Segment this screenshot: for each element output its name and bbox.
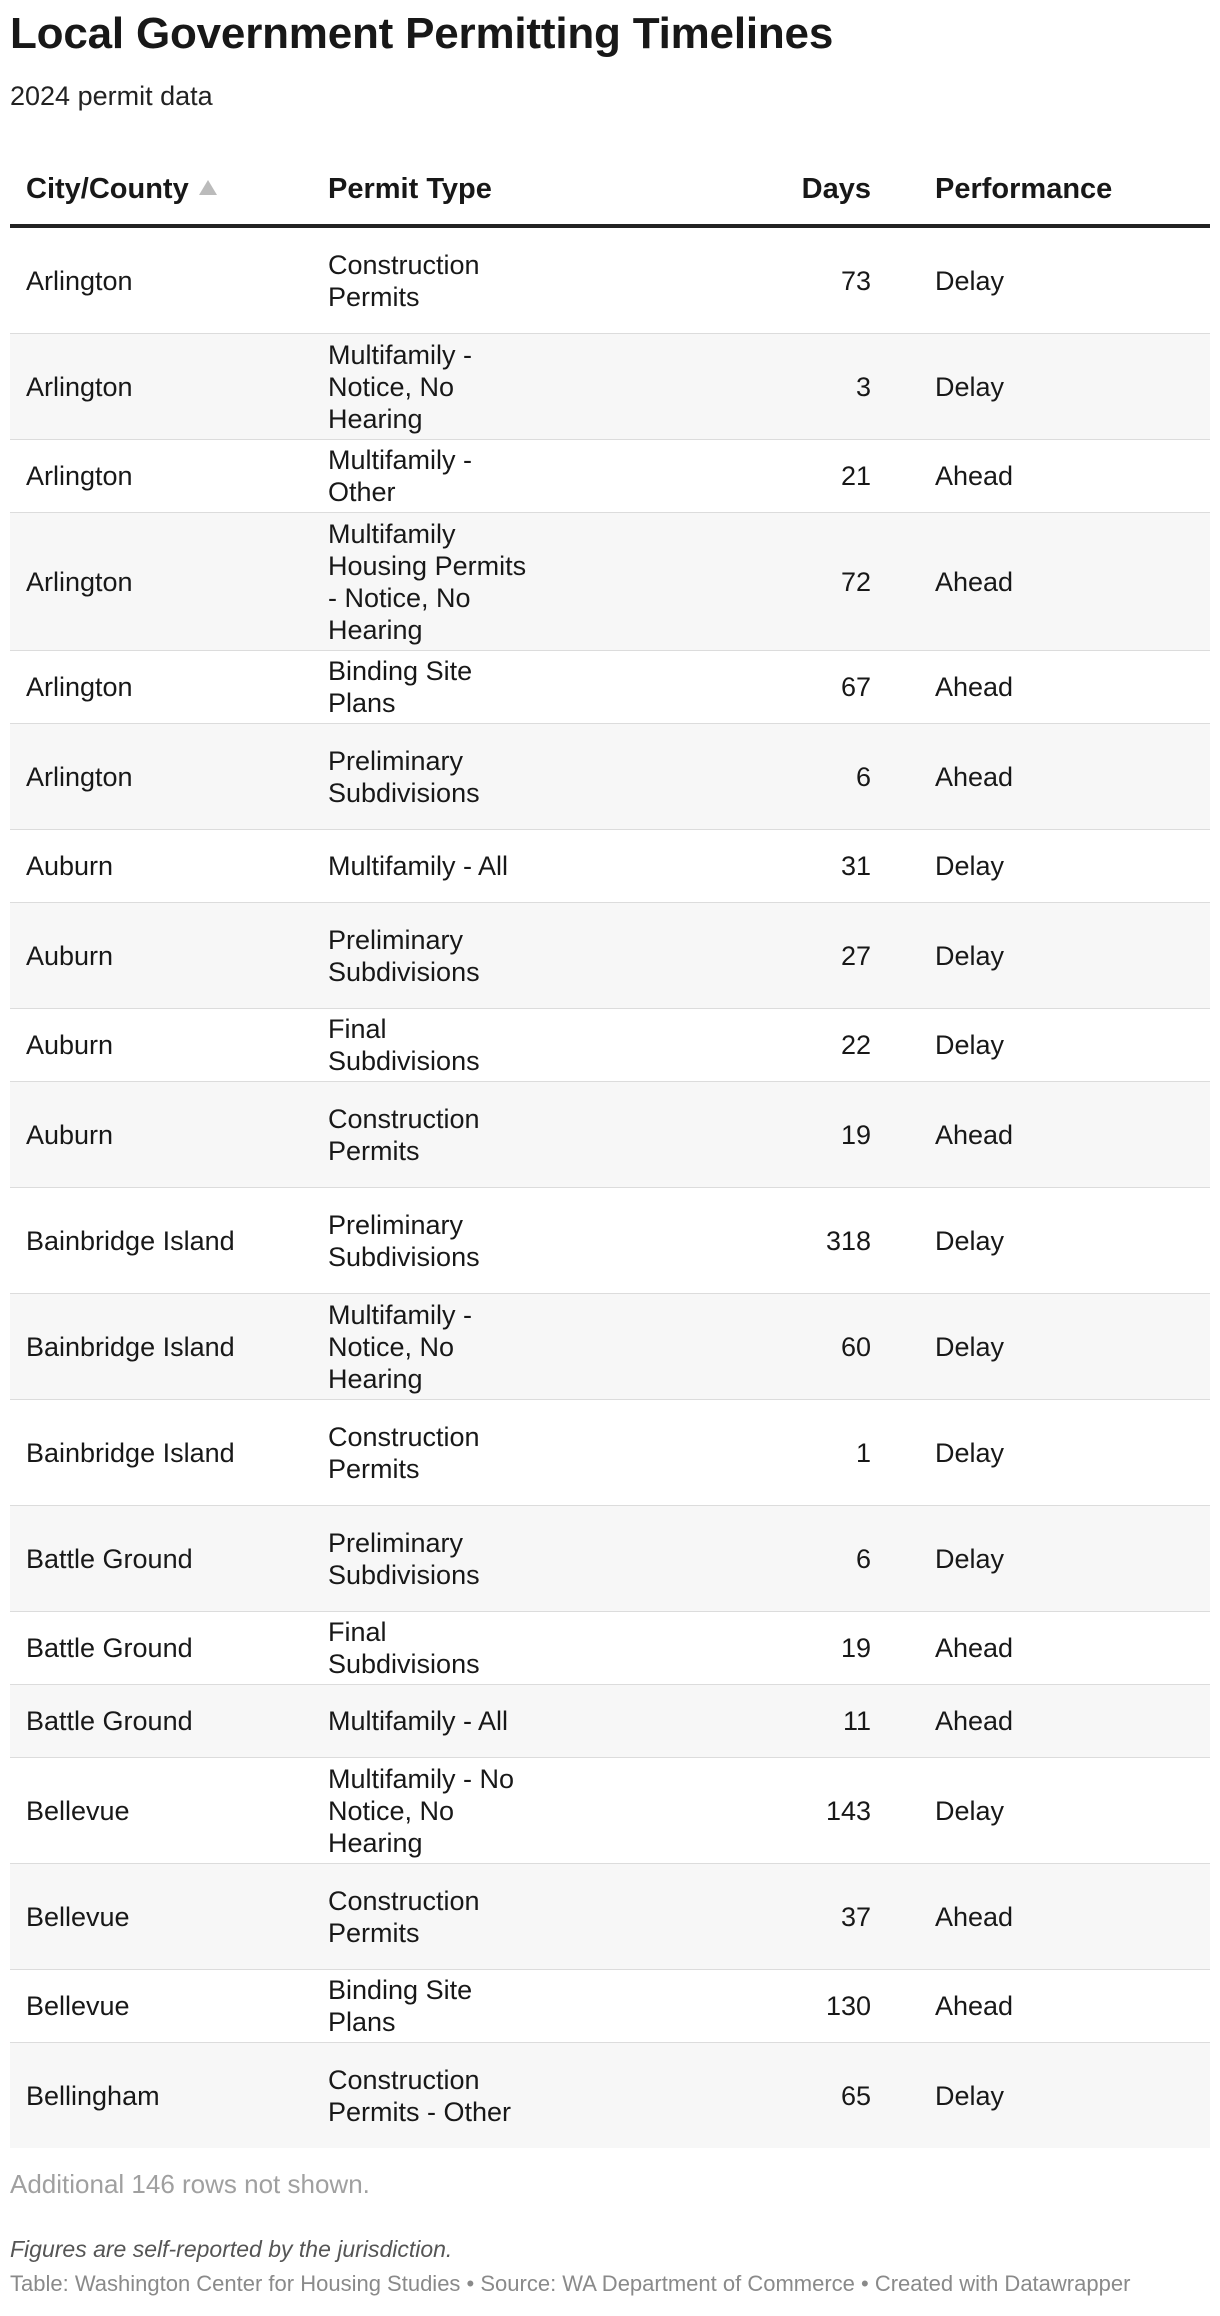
header-row <box>10 154 1210 226</box>
cell-city: Bellevue <box>10 1758 328 1864</box>
table-row <box>10 724 1210 830</box>
table-row <box>10 830 1210 903</box>
sort-ascending-icon[interactable] <box>199 180 217 195</box>
cell-days: 60 <box>588 1294 871 1400</box>
cell-performance: Delay <box>871 1188 1210 1294</box>
column-header-days[interactable]: Days <box>588 154 871 226</box>
cell-permit-type: Multifamily Housing Permits - Notice, No Hearing <box>328 513 588 651</box>
cell-days: 3 <box>588 334 871 440</box>
cell-city: Arlington <box>10 226 328 334</box>
table-body <box>10 226 1210 2148</box>
permit-table <box>10 154 1210 2148</box>
cell-days: 21 <box>588 440 871 513</box>
cell-days: 130 <box>588 1970 871 2043</box>
cell-performance: Delay <box>871 1506 1210 1612</box>
cell-permit-type: Construction Permits <box>328 1864 588 1970</box>
cell-performance: Delay <box>871 1294 1210 1400</box>
cell-permit-type: Preliminary Subdivisions <box>328 1188 588 1294</box>
column-header-performance[interactable]: Performance <box>871 154 1210 226</box>
cell-city: Bellevue <box>10 1970 328 2043</box>
cell-city: Bainbridge Island <box>10 1188 328 1294</box>
cell-performance: Ahead <box>871 1082 1210 1188</box>
table-row <box>10 2043 1210 2149</box>
cell-days: 19 <box>588 1082 871 1188</box>
cell-city: Arlington <box>10 724 328 830</box>
cell-days: 318 <box>588 1188 871 1294</box>
table-row <box>10 440 1210 513</box>
cell-permit-type: Construction Permits <box>328 1400 588 1506</box>
cell-permit-type: Multifamily - All <box>328 830 588 903</box>
cell-performance: Delay <box>871 1758 1210 1864</box>
table-row <box>10 513 1210 651</box>
table-row <box>10 651 1210 724</box>
cell-permit-type: Binding Site Plans <box>328 1970 588 2043</box>
table-row <box>10 1685 1210 1758</box>
table-row <box>10 1758 1210 1864</box>
cell-city: Arlington <box>10 651 328 724</box>
datawrapper-table-widget <box>10 0 1210 2298</box>
cell-performance: Ahead <box>871 1685 1210 1758</box>
cell-days: 67 <box>588 651 871 724</box>
table-header <box>10 154 1210 226</box>
cell-permit-type: Final Subdivisions <box>328 1009 588 1082</box>
cell-permit-type: Multifamily - All <box>328 1685 588 1758</box>
cell-performance: Ahead <box>871 651 1210 724</box>
cell-permit-type: Multifamily - Notice, No Hearing <box>328 334 588 440</box>
additional-rows-note: Additional 146 rows not shown. <box>10 2169 370 2199</box>
cell-performance: Ahead <box>871 1612 1210 1685</box>
page-title: Local Government Permitting Timelines <box>10 9 834 58</box>
cell-city: Arlington <box>10 440 328 513</box>
cell-performance: Delay <box>871 830 1210 903</box>
cell-permit-type: Preliminary Subdivisions <box>328 724 588 830</box>
cell-days: 27 <box>588 903 871 1009</box>
cell-permit-type: Construction Permits <box>328 226 588 334</box>
cell-city: Bellevue <box>10 1864 328 1970</box>
table-row <box>10 1009 1210 1082</box>
cell-city: Arlington <box>10 513 328 651</box>
cell-performance: Delay <box>935 2080 1005 2111</box>
cell-days: 11 <box>588 1685 871 1758</box>
cell-performance: Delay <box>871 226 1210 334</box>
cell-days: 19 <box>588 1612 871 1685</box>
table-row <box>10 903 1210 1009</box>
cell-days: 22 <box>588 1009 871 1082</box>
table-row <box>10 1864 1210 1970</box>
cell-days: 65 <box>840 2080 871 2111</box>
cell-permit-type: Multifamily - Notice, No Hearing <box>328 1294 588 1400</box>
cell-days: 72 <box>588 513 871 651</box>
cell-city: Bellingham <box>26 2080 160 2111</box>
cell-days: 6 <box>588 1506 871 1612</box>
cell-city: Battle Ground <box>10 1506 328 1612</box>
cell-performance: Ahead <box>871 440 1210 513</box>
cell-days: 6 <box>588 724 871 830</box>
table-row <box>10 1506 1210 1612</box>
cell-permit-type: Multifamily - No Notice, No Hearing <box>328 1758 588 1864</box>
cell-permit-type: Binding Site Plans <box>328 651 588 724</box>
table-row <box>10 1188 1210 1294</box>
cell-city: Auburn <box>10 1082 328 1188</box>
cell-days: 37 <box>588 1864 871 1970</box>
cell-performance: Delay <box>871 334 1210 440</box>
column-header-permit-type[interactable]: Permit Type <box>328 154 588 226</box>
cell-city: Arlington <box>10 334 328 440</box>
cell-performance: Ahead <box>871 724 1210 830</box>
cell-city: Auburn <box>10 903 328 1009</box>
cell-permit-type: Construction Permits - Other <box>328 2064 512 2127</box>
cell-city: Auburn <box>10 1009 328 1082</box>
cell-performance: Delay <box>871 1009 1210 1082</box>
cell-days: 73 <box>588 226 871 334</box>
cell-permit-type: Preliminary Subdivisions <box>328 1506 588 1612</box>
table-row <box>10 1294 1210 1400</box>
cell-performance: Ahead <box>871 1970 1210 2043</box>
cell-city: Bainbridge Island <box>10 1400 328 1506</box>
cell-performance: Delay <box>871 1400 1210 1506</box>
cell-days: 1 <box>588 1400 871 1506</box>
table-row <box>10 1970 1210 2043</box>
cell-permit-type: Multifamily - Other <box>328 440 588 513</box>
table-row <box>10 1400 1210 1506</box>
cell-performance: Ahead <box>871 513 1210 651</box>
cell-performance: Ahead <box>871 1864 1210 1970</box>
footnote: Figures are self-reported by the jurisdiction. <box>10 2236 453 2262</box>
column-header-city[interactable] <box>10 154 328 226</box>
page-subtitle: 2024 permit data <box>10 81 213 111</box>
table-row <box>10 334 1210 440</box>
cell-city: Auburn <box>10 830 328 903</box>
cell-permit-type: Construction Permits <box>328 1082 588 1188</box>
cell-city: Battle Ground <box>10 1612 328 1685</box>
cell-city: Bainbridge Island <box>10 1294 328 1400</box>
table-row <box>10 1612 1210 1685</box>
cell-days: 143 <box>588 1758 871 1864</box>
table-row <box>10 226 1210 334</box>
cell-permit-type: Preliminary Subdivisions <box>328 903 588 1009</box>
cell-days: 31 <box>588 830 871 903</box>
credits-line: Table: Washington Center for Housing Studies • Source: WA Department of Commerce • Created with Datawrapper <box>10 2271 1131 2296</box>
cell-performance: Delay <box>871 903 1210 1009</box>
column-header-city-label: City/County <box>26 172 189 205</box>
cell-permit-type: Final Subdivisions <box>328 1612 588 1685</box>
cell-city: Battle Ground <box>10 1685 328 1758</box>
table-row <box>10 1082 1210 1188</box>
